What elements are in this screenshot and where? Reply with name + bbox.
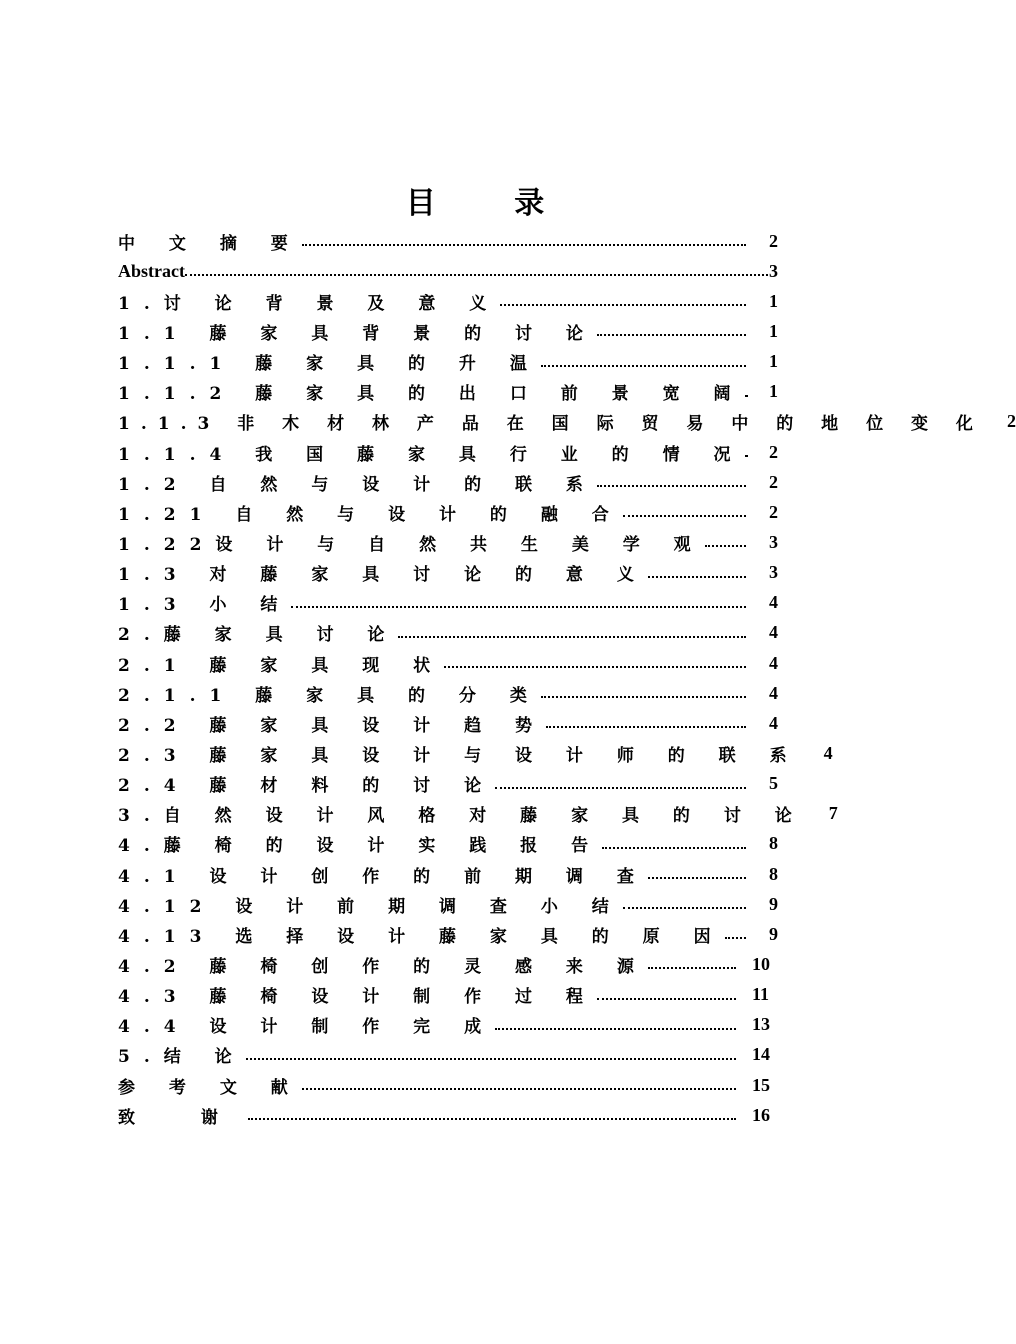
toc-leader-dots [302,1070,736,1090]
toc-page-number: 10 [752,953,770,974]
toc-entry-label: 2.2 藤 家 具 设 计 趋 势 [118,715,547,736]
toc-leader-dots [495,1010,736,1030]
toc-entry[interactable] [118,497,778,527]
toc-leader-dots [705,527,746,547]
toc-entry[interactable] [118,588,778,618]
toc-entry[interactable] [118,708,778,738]
toc-entry-label: 致 谢 [118,1107,248,1128]
toc-leader-dots [291,588,746,608]
toc-entry-label: 4.13 选 择 设 计 藤 家 具 的 原 因 [118,926,725,947]
toc-leader-dots [398,618,746,638]
toc-entry-label: Abstract [118,260,185,281]
toc-page-number: 8 [769,863,778,884]
toc-entry[interactable] [118,769,778,799]
toc-entry-label: 中 文 摘 要 [118,233,302,254]
toc-entry-label: 1.2 自 然 与 设 计 的 联 系 [118,474,597,495]
toc-leader-dots [444,648,746,668]
toc-entry[interactable] [118,1100,778,1130]
toc-leader-dots [602,829,746,849]
toc-leader-dots [623,889,746,909]
toc-leader-dots [648,949,736,969]
toc-entry[interactable] [118,256,778,286]
toc-leader-dots [623,497,746,517]
toc-page-number: 2 [769,501,778,522]
toc-page-number: 3 [769,562,778,583]
toc-entry-label: 4.2 藤 椅 创 作 的 灵 感 来 源 [118,956,648,977]
toc-page-number: 4 [769,592,778,613]
toc-entry-label: 参 考 文 献 [118,1077,302,1098]
toc-entry[interactable] [118,437,778,467]
toc-entry[interactable] [118,467,778,497]
toc-entry-label: 4.藤 椅 的 设 计 实 践 报 告 [118,836,603,857]
toc-entry-label: 2.4 藤 材 料 的 讨 论 [118,776,496,797]
toc-leader-dots [597,316,746,336]
toc-leader-dots [248,1100,736,1120]
toc-page-number: 9 [769,893,778,914]
toc-entry-label: 1.1.2 藤 家 具 的 出 口 前 景 宽 阔 [118,384,745,405]
toc-leader-dots [725,919,746,939]
toc-page-number: 13 [752,1014,770,1035]
toc-entry-label: 4.1 设 计 创 作 的 前 期 调 查 [118,866,648,887]
toc-entry-label: 4.12 设 计 前 期 调 查 小 结 [118,896,623,917]
toc-entry-label: 1.1.1 藤 家 具 的 升 温 [118,354,541,375]
toc-entry-label: 4.3 藤 椅 设 计 制 作 过 程 [118,987,597,1008]
toc-entry[interactable] [118,558,778,588]
toc-entry[interactable] [118,286,778,316]
toc-page-number: 4 [769,682,778,703]
toc-page-number: 4 [769,622,778,643]
toc-entry[interactable] [118,618,778,648]
toc-leader-dots [597,467,746,487]
toc-entry[interactable] [118,829,778,859]
toc-page-number: 7 [828,803,838,824]
toc-entry[interactable] [118,648,778,678]
toc-leader-dots [541,347,746,367]
toc-entry[interactable] [118,859,778,889]
toc-leader-dots [495,769,746,789]
toc-entry-label: 1.1.3 非 木 材 林 产 品 在 国 际 贸 易 中 的 地 位 变 化 [118,414,984,435]
toc-entry[interactable] [118,799,838,829]
toc-entry-label: 5.结 论 [118,1047,246,1068]
toc-leader-dots [185,256,768,276]
toc-entry-label: 2.1.1 藤 家 具 的 分 类 [118,685,541,706]
toc-entry-label: 1.3 小 结 [118,595,292,616]
toc-entry-label: 3.自 然 设 计 风 格 对 藤 家 具 的 讨 论 [118,806,806,827]
page-title: 目 录 [405,186,579,221]
toc-entry-label: 1.22设 计 与 自 然 共 生 美 学 观 [118,534,705,555]
toc-entry-label: 1.1 藤 家 具 背 景 的 讨 论 [118,323,597,344]
toc-leader-dots [541,678,746,698]
toc-page-number: 2 [769,471,778,492]
toc-page-number: 14 [752,1044,770,1065]
toc-entry[interactable] [118,678,778,708]
toc-entry[interactable] [118,949,778,979]
toc-page-number: 5 [769,773,778,794]
toc-page-number: 2 [769,441,778,462]
toc-entry[interactable] [118,738,833,768]
toc-entry[interactable] [118,1040,778,1070]
toc-page-number: 4 [769,652,778,673]
toc-leader-dots [648,859,746,879]
toc-entry[interactable] [118,919,778,949]
toc-entry[interactable] [118,1070,778,1100]
toc-page-number: 3 [769,531,778,552]
toc-page-number: 1 [769,290,778,311]
toc-entry-label: 2.1 藤 家 具 现 状 [118,655,445,676]
toc-page-number: 15 [752,1074,770,1095]
toc-page-number: 1 [769,381,778,402]
toc-leader-dots [745,377,746,397]
toc-entry-label: 2.藤 家 具 讨 论 [118,625,399,646]
toc-entry[interactable] [118,1010,778,1040]
toc-page-number: 4 [823,742,833,763]
toc-entry-label: 4.4 设 计 制 作 完 成 [118,1017,496,1038]
toc-page-number: 9 [769,923,778,944]
toc-page-number: 2 [769,230,778,251]
toc-page-number: 4 [769,712,778,733]
toc-page-number: 3 [769,260,778,281]
toc-leader-dots [246,1040,736,1060]
toc-page-number: 1 [769,351,778,372]
toc-entry[interactable] [118,527,778,557]
toc-entry[interactable] [118,407,1016,437]
toc-leader-dots [302,226,746,246]
toc-page-number: 16 [752,1104,770,1125]
toc-leader-dots [745,437,746,457]
toc-leader-dots [597,980,736,1000]
toc-leader-dots [546,708,746,728]
toc-entry-label: 2.3 藤 家 具 设 计 与 设 计 师 的 联 系 [118,745,801,766]
toc-leader-dots [500,286,746,306]
toc-entry[interactable] [118,889,778,919]
toc-page-number: 1 [769,320,778,341]
toc-page-number: 2 [1006,411,1016,432]
toc-entry[interactable] [118,980,778,1010]
toc-entry[interactable] [118,377,778,407]
toc-entry-label: 1.3 对 藤 家 具 讨 论 的 意 义 [118,565,648,586]
toc-entry-label: 1.1.4 我 国 藤 家 具 行 业 的 情 况 [118,444,745,465]
toc-page-number: 8 [769,833,778,854]
toc-entry[interactable] [118,316,778,346]
toc-entry[interactable] [118,226,778,256]
toc-page-number: 11 [752,984,770,1005]
toc-entry[interactable] [118,347,778,377]
toc-entry-label: 1.讨 论 背 景 及 意 义 [118,293,501,314]
toc-entry-label: 1.21 自 然 与 设 计 的 融 合 [118,504,623,525]
table-of-contents [118,226,1016,1130]
toc-leader-dots [648,558,746,578]
